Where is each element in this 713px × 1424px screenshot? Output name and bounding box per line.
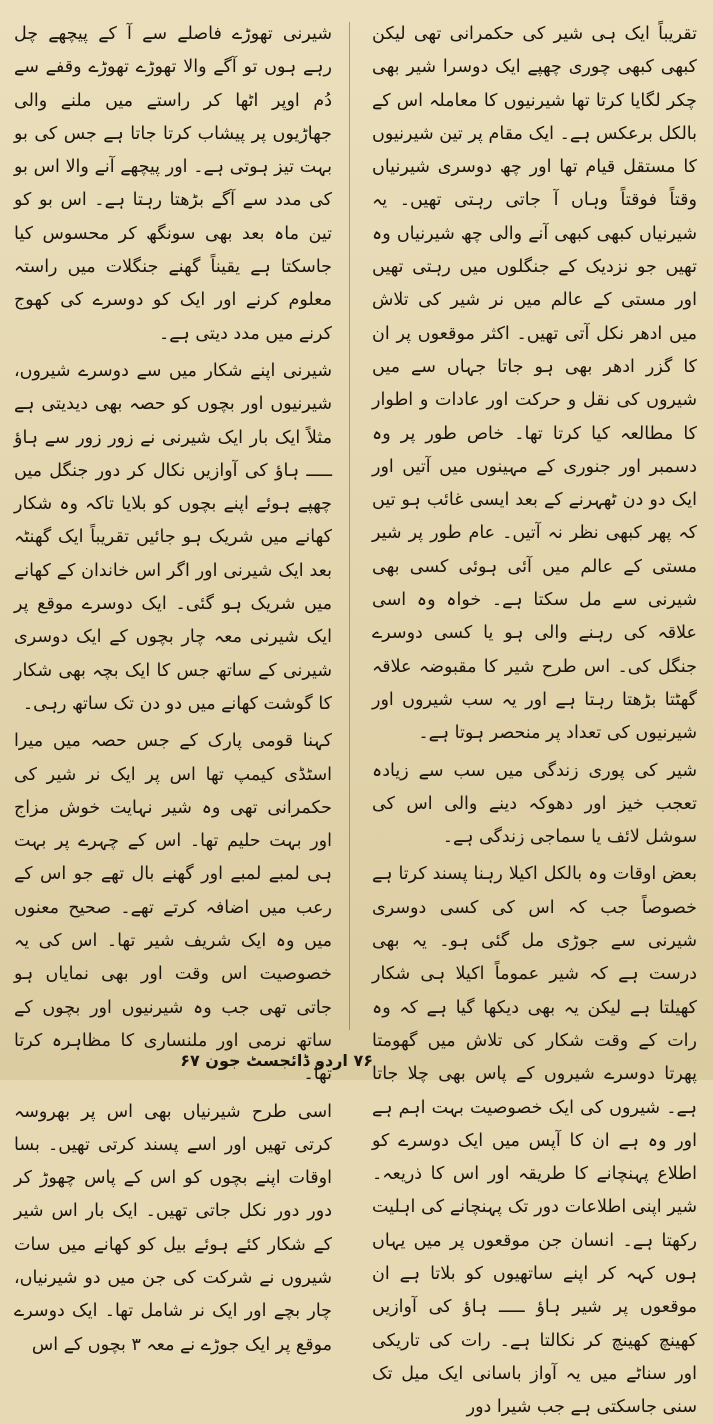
publication-name: اردو ڈائجسٹ xyxy=(246,1051,348,1070)
paragraph: کہنا قومی پارک کے جس حصہ میں میرا اسٹڈی کیمپ تھا اس پر ایک نر شیر کی حکمرانی تھی وہ شیر نہایت خوش مزاج اور بہت حلیم تھا۔ اس کے چہرے پر بہت ہی لمبے لمبے اور گھنے بال تھے جو اس کے رعب میں اضافہ کرتے تھے۔ صحیح معنوں میں وہ ایک شریف شیر تھا۔ اس کی یہ خصوصیت اس وقت اور بھی نمایاں ہو جاتی تھی جب وہ شیرنیوں اور بچوں کے ساتھ نرمی اور ملنساری کا مظاہرہ کرتا تھا۔ xyxy=(14,731,332,1085)
issue-date: جون ۶۷ xyxy=(180,1051,241,1070)
paragraph: شیر کی پوری زندگی میں سب سے زیادہ تعجب خیز اور دھوکہ دینے والی اس کی سوشل لائف یا سماجی زندگی ہے۔ xyxy=(372,760,697,848)
right-text-column xyxy=(372,18,697,1418)
paragraph: اسی طرح شیرنیاں بھی اس پر بھروسہ کرتی تھیں اور اسے پسند کرتی تھیں۔ بسا اوقات اپنے بچوں کو اس کے پاس چھوڑ کر دور دور نکل جاتی تھیں۔ ایک بار اس شیر کے شکار کئے ہوئے بیل کو کھانے میں سات شیروں نے شرکت کی جن میں دو شیرنیاں، چار بچے اور ایک نر شامل تھا۔ ایک دوسرے موقع پر ایک جوڑے نے معہ ۳ بچوں کے اس xyxy=(14,1101,332,1355)
paragraph: تقریباً ایک ہی شیر کی حکمرانی تھی لیکن کبھی کبھی چوری چھپے ایک دوسرا شیر بھی چکر لگایا کرتا تھا شیرنیوں کا معاملہ اس کے بالکل برعکس ہے۔ ایک مقام پر تین شیرنیوں کا مستقل قیام تھا اور چھ دوسری شیرنیاں وقتاً فوقتاً وہاں آ جاتی رہتی تھیں۔ یہ شیرنیاں کبھی کبھی آنے والی چھ شیرنیاں وہ تھیں جو نزدیک کے جنگلوں میں رہتی تھیں اور مستی کے عالم میں نر شیر کی تلاش میں ادھر نکل آتی تھیں۔ اکثر موقعوں پر ان کا گزر ادھر بھی ہو جاتا جہاں سے میں شیروں کی نقل و حرکت اور عادات و اطوار کا مطالعہ کیا کرتا تھا۔ خاص طور پر وہ دسمبر اور جنوری کے مہینوں میں آتیں اور ایک دو دن ٹھہرنے کے بعد ایسی غائب ہو تیں کہ پھر کبھی نظر نہ آتیں۔ عام طور پر شیر مستی کے عالم میں آئی ہوئی کسی بھی شیرنی سے مل سکتا ہے۔ خواہ وہ اسی علاقہ کی رہنے والی ہو یا کسی دوسرے جنگل کی۔ اس طرح شیر کا مقبوضہ علاقہ گھٹتا بڑھتا رہتا ہے اور یہ سب شیروں اور شیرنیوں کی تعداد پر منحصر ہوتا ہے۔ xyxy=(372,24,697,744)
column-divider xyxy=(349,22,350,1030)
page-number: ۷۶ xyxy=(353,1051,373,1070)
paragraph: شیرنی تھوڑے فاصلے سے آ کے پیچھے چل رہے ہوں تو آگے والا تھوڑے تھوڑے وقفے سے دُم اوپر اٹھا کر راستے میں ملنے والی جھاڑیوں پر پیشاب کرتا جاتا ہے جس کی بو بہت تیز ہوتی ہے۔ اور پیچھے آنے والا اس بو کی مدد سے آگے بڑھتا رہتا ہے۔ اس بو کو تین ماہ بعد بھی سونگھ کر محسوس کیا جاسکتا ہے یقیناً گھنے جنگلات میں راستہ معلوم کرنے اور ایک کو دوسرے کی کھوج کرنے میں مدد دیتی ہے۔ xyxy=(14,24,332,344)
paragraph: بعض اوقات وہ بالکل اکیلا رہنا پسند کرتا ہے خصوصاً جب کہ اس کی کسی دوسری شیرنی سے جوڑی مل گئی ہو۔ یہ بھی درست ہے کہ شیر عموماً اکیلا ہی شکار کھیلتا ہے لیکن یہ بھی دیکھا گیا ہے کہ وہ رات کے وقت شکار کی تلاش میں گھومتا پھرتا دوسرے شیروں کے پاس بھی چلا جاتا ہے۔ شیروں کی ایک خصوصیت بہت اہم ہے اور وہ ہے ان کا آپس میں ایک دوسرے کو اطلاع پہنچانے کا طریقہ اور اس کا ذریعہ۔ شیر اپنی اطلاعات دور تک پہنچانے کی اہلیت رکھتا ہے۔ انسان جن موقعوں پر میں یہاں ہوں کہہ کر اپنے ساتھیوں کو بلاتا ہے ان موقعوں پر شیر ہاؤ ـــــ ہاؤ کی آوازیں کھینچ کھینچ کر نکالتا ہے۔ رات کی تاریکی اور سناٹے میں یہ آواز باسانی ایک میل تک سنی جاسکتی ہے جب شیرا دور xyxy=(372,864,697,1418)
page-footer xyxy=(0,1051,713,1070)
paragraph: شیرنی اپنے شکار میں سے دوسرے شیروں، شیرنیوں اور بچوں کو حصہ بھی دیدیتی ہے مثلاً ایک بار ایک شیرنی نے زور زور سے ہاؤ ـــــ ہاؤ کی آوازیں نکال کر دور جنگل میں چھپے ہوئے اپنے بچوں کو بلایا تاکہ وہ شکار کھانے میں شریک ہو جائیں تقریباً ایک گھنٹہ بعد ایک شیرنی اور اگر اس خاندان کے کھانے میں شریک ہو گئی۔ ایک دوسرے موقع پر ایک شیرنی معہ چار بچوں کے ایک دوسری شیرنی کے ساتھ جس کا ایک بچہ بھی شکار کا گوشت کھانے میں دو دن تک ساتھ رہی۔ xyxy=(14,360,332,714)
